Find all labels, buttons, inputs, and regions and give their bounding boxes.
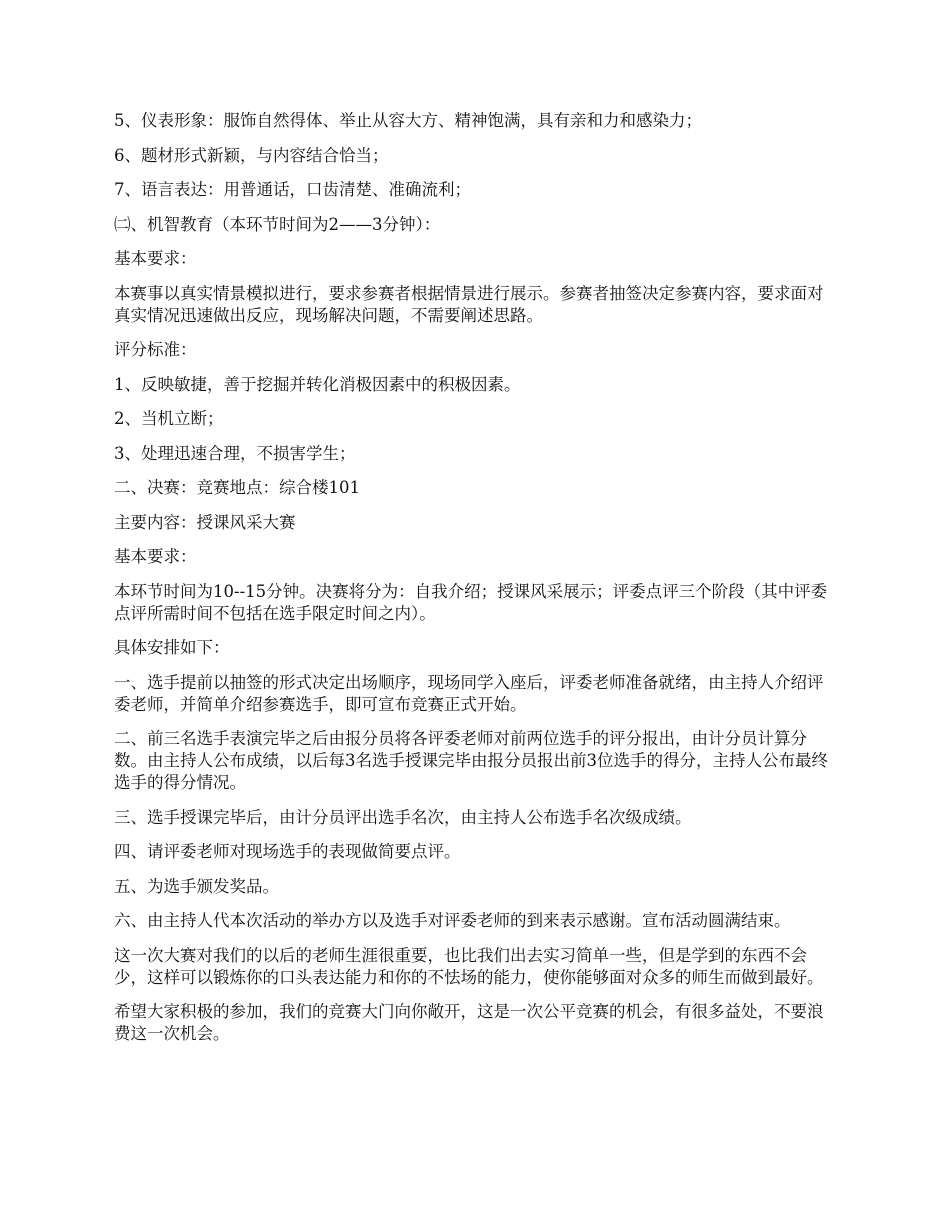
paragraph-closing: 希望大家积极的参加，我们的竞赛大门向你敞开，这是一次公平竞赛的机会，有很多益处，不要浪费这一次机会。 [114,1002,824,1043]
paragraph-wit-requirements: 本赛事以真实情景模拟进行，要求参赛者根据情景进行展示。参赛者抽签决定参赛内容，要求面对真实情况迅速做出反应，现场解决问题，不需要阐述思路。 [114,283,824,325]
paragraph-arrangement-2: 二、前三名选手表演完毕之后由报分员将各评委老师对前两位选手的评分报出，由计分员计算分数。由主持人公布成绩，以后每3名选手授课完毕由报分员报出前3位选手的得分，主持人公布最终选手的得分情况。 [114,729,828,792]
paragraph-arrangement-5: 五、为选手颁发奖品。 [114,876,279,896]
paragraph-arrangement-3: 三、选手授课完毕后，由计分员评出选手名次，由主持人公布选手名次级成绩。 [114,807,692,827]
section-heading-finals: 二、决赛：竞赛地点：综合楼101 [114,478,360,497]
paragraph-arrangement-1: 一、选手提前以抽签的形式决定出场顺序，现场同学入座后，评委老师准备就绪，由主持人介绍评委老师，并简单介绍参赛选手，即可宣布竞赛正式开始。 [114,672,824,714]
paragraph-arrangement-4: 四、请评委老师对现场选手的表现做简要点评。 [114,842,461,861]
section-heading-wit-education: ㈡、机智教育（本环节时间为2——3分钟）： [114,214,441,234]
paragraph-scoring-1: 1、反映敏捷，善于挖掘并转化消极因素中的积极因素。 [114,374,521,394]
subheading-scoring-criteria: 评分标准： [114,340,197,359]
paragraph-criterion-6: 6、题材形式新颖，与内容结合恰当； [114,145,389,165]
paragraph-scoring-3: 3、处理迅速合理，不损害学生； [114,443,356,463]
document-body [114,110,838,1058]
paragraph-importance: 这一次大赛对我们的以后的老师生涯很重要，也比我们出去实习简单一些，但是学到的东西不会少，这样可以锻炼你的口头表达能力和你的不怯场的能力，使你能够面对众多的师生而做到最好。 [114,945,824,987]
subheading-basic-requirements: 基本要求： [114,249,197,268]
paragraph-scoring-2: 2、当机立断； [114,409,224,428]
paragraph-arrangement-6: 六、由主持人代本次活动的举办方以及选手对评委老师的到来表示感谢。宣布活动圆满结束。 [114,911,791,930]
subheading-basic-requirements-finals: 基本要求： [114,547,197,566]
paragraph-criterion-7: 7、语言表达：用普通话，口齿清楚、准确流利； [114,180,471,199]
subheading-specific-arrangements: 具体安排如下： [114,638,230,657]
paragraph-criterion-5: 5、仪表形象：服饰自然得体、举止从容大方、精神饱满，具有亲和力和感染力； [114,111,702,130]
paragraph-main-content: 主要内容：授课风采大赛 [114,512,296,532]
paragraph-finals-timing: 本环节时间为10--15分钟。决赛将分为：自我介绍；授课风采展示；评委点评三个阶段（其中评委点评所需时间不包括在选手限定时间之内）。 [114,581,828,623]
